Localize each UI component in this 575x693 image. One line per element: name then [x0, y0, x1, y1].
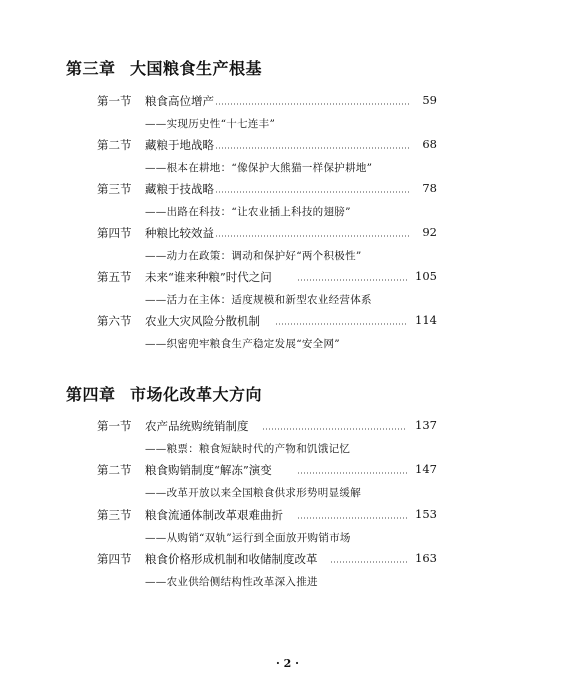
toc-entry[interactable] — [97, 418, 437, 462]
section-title: 粮食购销制度“解冻”演变 — [145, 463, 272, 477]
leader-dots — [215, 147, 411, 149]
page-number: 163 — [415, 551, 437, 565]
page-number: 153 — [415, 507, 437, 521]
section-title: 藏粮于地战略 — [145, 138, 214, 152]
page-number: 147 — [415, 462, 437, 476]
section-subtitle: ——根本在耕地：“像保护大熊猫一样保护耕地” — [145, 162, 373, 174]
page-number: 92 — [422, 225, 437, 239]
page-number: 68 — [422, 137, 437, 151]
chapter-number: 第三章 — [66, 59, 116, 78]
section-subtitle: ——织密兜牢粮食生产稳定发展“安全网” — [145, 338, 340, 350]
section-title: 种粮比较效益 — [145, 226, 214, 240]
toc-entry[interactable] — [97, 225, 437, 269]
leader-dots — [215, 103, 411, 105]
leader-dots — [297, 472, 407, 474]
section-number: 第四节 — [97, 226, 132, 240]
section-title: 农业大灾风险分散机制 — [145, 314, 260, 328]
section-title: 粮食高位增产 — [145, 94, 214, 108]
chapter-heading — [66, 382, 262, 405]
page-number: 105 — [415, 269, 437, 283]
section-number: 第一节 — [97, 419, 132, 433]
toc-entry[interactable] — [97, 137, 437, 181]
leader-dots — [215, 235, 411, 237]
page-number: 114 — [415, 313, 437, 327]
toc-entry[interactable] — [97, 462, 437, 506]
section-title: 粮食价格形成机制和收储制度改革 — [145, 552, 318, 566]
section-title: 农产品统购统销制度 — [145, 419, 249, 433]
section-number: 第四节 — [97, 552, 132, 566]
section-subtitle: ——农业供给侧结构性改革深入推进 — [145, 576, 318, 588]
page-number: 137 — [415, 418, 437, 432]
section-number: 第三节 — [97, 508, 132, 522]
section-subtitle: ——实现历史性“十七连丰” — [145, 118, 276, 130]
leader-dots — [275, 323, 407, 325]
toc-entry[interactable] — [97, 93, 437, 137]
section-title: 粮食流通体制改革艰难曲折 — [145, 508, 283, 522]
toc-entry[interactable] — [97, 507, 437, 551]
chapter-title: 市场化改革大方向 — [130, 385, 263, 404]
section-subtitle: ——粮票：粮食短缺时代的产物和饥饿记忆 — [145, 443, 351, 455]
section-number: 第二节 — [97, 138, 132, 152]
leader-dots — [215, 191, 411, 193]
section-title: 藏粮于技战略 — [145, 182, 214, 196]
section-number: 第三节 — [97, 182, 132, 196]
toc-entry[interactable] — [97, 551, 437, 595]
leader-dots — [330, 561, 407, 563]
section-subtitle: ——出路在科技：“让农业插上科技的翅膀” — [145, 206, 351, 218]
chapter-heading — [66, 56, 262, 79]
section-title: 未来“谁来种粮”时代之问 — [145, 270, 272, 284]
section-number: 第六节 — [97, 314, 132, 328]
chapter-title: 大国粮食生产根基 — [130, 59, 263, 78]
section-subtitle: ——活力在主体：适度规模和新型农业经营体系 — [145, 294, 372, 306]
toc-entry[interactable] — [97, 313, 437, 357]
section-subtitle: ——改革开放以来全国粮食供求形势明显缓解 — [145, 487, 361, 499]
section-subtitle: ——动力在政策：调动和保护好“两个积极性” — [145, 250, 362, 262]
section-number: 第二节 — [97, 463, 132, 477]
leader-dots — [262, 428, 407, 430]
leader-dots — [297, 517, 407, 519]
section-number: 第五节 — [97, 270, 132, 284]
chapter-number: 第四章 — [66, 385, 116, 404]
toc-entry[interactable] — [97, 269, 437, 313]
section-number: 第一节 — [97, 94, 132, 108]
section-subtitle: ——从购销“双轨”运行到全面放开购销市场 — [145, 532, 351, 544]
footer-page-number: · 2 · — [276, 657, 299, 670]
leader-dots — [297, 279, 407, 281]
page-number: 78 — [422, 181, 437, 195]
toc-entry[interactable] — [97, 181, 437, 225]
page-number: 59 — [422, 93, 437, 107]
